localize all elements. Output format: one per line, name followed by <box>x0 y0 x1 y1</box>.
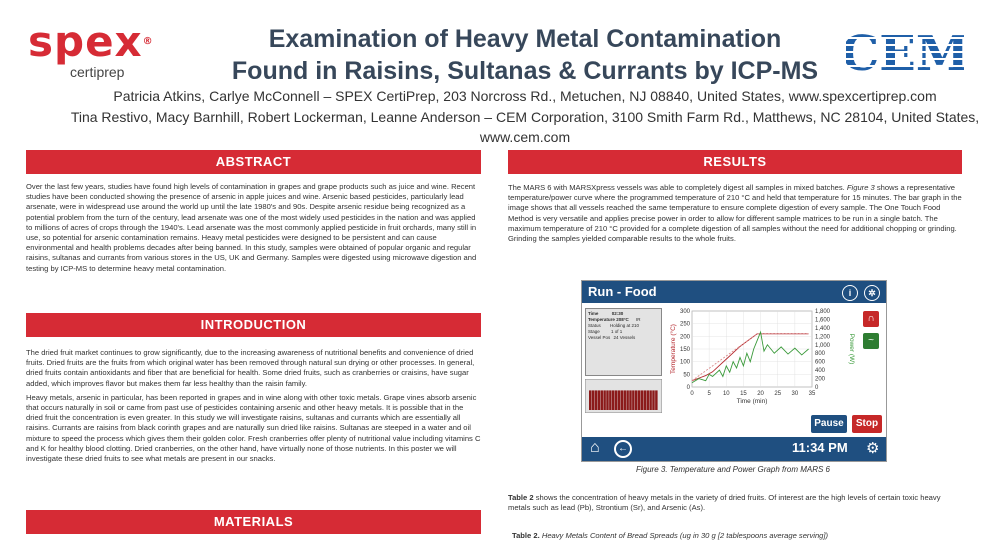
vessel-bar <box>638 390 640 410</box>
y2-tick-label: 1,200 <box>815 334 831 341</box>
vessel-bar <box>652 390 654 410</box>
y2-tick-label: 600 <box>815 359 826 366</box>
back-icon[interactable]: ← <box>614 440 632 458</box>
y-tick-label: 200 <box>679 334 690 341</box>
introduction-heading: INTRODUCTION <box>26 313 481 337</box>
run-status-panel <box>585 308 662 376</box>
y-tick-label: 50 <box>683 372 690 379</box>
table2-text: shows the concentration of heavy metals in the variety of dried fruits. Of interest are the high levels of certain toxic heavy metals such as lead (Pb), Strontium (Sr), and Arsenic (As). <box>508 493 941 513</box>
x-tick-label: 25 <box>774 391 782 397</box>
y2-tick-label: 1,400 <box>815 325 831 332</box>
introduction-text <box>26 348 481 468</box>
vessel-bar <box>618 390 620 410</box>
y-axis-label: Temperature (°C) <box>670 324 677 374</box>
info-icon[interactable]: i <box>842 285 858 301</box>
x-tick-label: 35 <box>808 391 816 397</box>
screen-footer <box>582 437 886 461</box>
y2-tick-label: 1,000 <box>815 342 831 349</box>
vessel-value: 24 Vessels <box>613 335 636 340</box>
vessel-bar <box>601 390 603 410</box>
vessel-bar <box>644 390 646 410</box>
vessel-bar <box>592 390 594 410</box>
y2-tick-label: 200 <box>815 376 826 383</box>
stop-button[interactable]: Stop <box>852 415 882 433</box>
table2-ref: Table 2 <box>508 493 534 502</box>
spex-logo-subtitle: certiprep <box>70 64 125 80</box>
temp-label: Temperature <box>588 317 615 322</box>
vessel-bar <box>606 390 608 410</box>
vessel-bar <box>649 390 651 410</box>
gear-icon[interactable]: ⚙ <box>866 440 880 457</box>
table2-description <box>508 493 962 513</box>
vessel-bar <box>595 390 597 410</box>
figure-3-caption <box>581 465 885 474</box>
cem-logo <box>846 26 964 78</box>
y2-tick-label: 1,600 <box>815 317 831 324</box>
introduction-paragraph-2: Heavy metals, arsenic in particular, has been reported in grapes and in wine along with other toxic metals. Grape vines absorb arsenic that occurs naturally in soil or came from past use of pesticides containing arsenic and other heavy metals. It is possible that in the dried fruit the concentration is even greater. In this study we will investigate raisins, sultanas and currants which are essentially all raisins. Currants are raisins from black corinth grapes and are naturally sun dried like raisins. Sultanas are steeped in a water and oil mixture to speed the process which gives them their golden color. Fresh cranberries offer plenty of nutritional value including vitamins C and K for healthy blood clotting. Dried cranberries, on the other hand, have virtually none of those nutrients. In this poster we will investigate these dried fruits to see what metals are present in our snacks. <box>26 392 481 464</box>
abstract-text: Over the last few years, studies have found high levels of contamination in grapes and grape products such as juice and wine. Recent studies have been conducted showing the presence of arsenic in apple juices and wine. Arsenic based pesticides, particularly lead arsenate, were in widespread use around the world up until the late 1980's and 90s. Despite arsenic residue being recognized as a potential problem from the turn of the century, lead arsenate was one of the most widely used pesticides in the nation and was applied to millions of acres of crops through the 1940's. Lead arsenate was the most commonly applied pesticide in fruit orchards, many still in use, so potential for arsenic contamination remains. Heavy metal pesticides were designed to be persistent and can cause environmental and health problems decades after being banned. In this study, samples were obtained of popular organic and regular raisins, sultanas and currants from various stores in the US, UK and Germany. Samples were digested using microwave digestion and testing by ICP-MS to determine heavy metal contamination. <box>26 182 477 273</box>
time-label: Time <box>588 311 599 316</box>
vessel-bar <box>609 390 611 410</box>
vessel-bar <box>626 390 628 410</box>
time-value: 02:30 <box>611 311 624 316</box>
results-text <box>508 183 962 244</box>
table2-caption-text: Heavy Metals Content of Bread Spreads (ug in 30 g [2 tablespoons average serving]) <box>539 531 829 540</box>
vessel-bar <box>635 390 637 410</box>
spex-logo-text: spex <box>28 17 143 66</box>
vessel-bar <box>624 390 626 410</box>
abstract-heading: ABSTRACT <box>26 150 481 174</box>
y-tick-label: 250 <box>679 321 690 328</box>
poster-title-line1: Examination of Heavy Metal Contamination <box>268 25 782 53</box>
figure-3-caption-text: Figure 3. Temperature and Power Graph from MARS 6 <box>635 465 830 474</box>
vessel-label: Vessel Pos <box>588 335 611 340</box>
x-axis-label: Time (min) <box>736 398 768 405</box>
vessel-bar <box>655 390 657 410</box>
vessel-bar <box>615 390 617 410</box>
vessel-bar <box>598 390 600 410</box>
y-tick-label: 0 <box>686 385 690 391</box>
x-tick-label: 5 <box>707 391 711 397</box>
introduction-paragraph-1: The dried fruit market continues to grow significantly, due to the increasing awareness of nutritional benefits and convenience of dried fruits. Dried fruits are the fruits from which original water has been removed through natural sun drying or other processes. In general, dried fruits contain antioxidants and fiber that are beneficial for health. Some dried fruits, such as cranberries or craisins, have sugar added, which improves flavor but makes them far less healthy than the raisin family. <box>26 348 475 388</box>
stage-label: Stage <box>588 329 600 334</box>
authors-line2: Tina Restivo, Macy Barnhill, Robert Lockerman, Leanne Anderson – CEM Corporation, 3100 Smith Farm Rd., Matthews, NC 28104, United States, www.cem.com <box>70 109 980 145</box>
table2-caption-label: Table 2. <box>512 531 540 540</box>
vessel-bar <box>621 390 623 410</box>
spex-logo: spex® certiprep <box>28 17 154 80</box>
screen-header <box>582 281 886 303</box>
results-heading: RESULTS <box>508 150 962 174</box>
thermometer-button[interactable]: ∩ <box>863 311 879 327</box>
home-icon[interactable]: ⌂ <box>590 439 600 456</box>
x-tick-label: 0 <box>690 391 694 397</box>
results-text-b: shows a representative temperature/power curve where the programmed temperature of 210 °C and held that temperature for 15 minutes. The bar graph in the image shows that all vessels reached the same temperature to ensure complete digestion of every sample. The One Touch Food Method is very versatile and applies precise power in order to allow for different sample matrices to be run in a single batch. The maximum temperature of 210 °C provided for a complete digestion of all samples without the need for additional chopping or grinding. Grinding the samples yielded comparable results to the whole fruits. <box>508 183 962 244</box>
vessel-bar <box>629 390 631 410</box>
vessel-bar <box>589 390 591 410</box>
temp-unit: IR <box>636 317 641 322</box>
y2-axis-label: Power (W) <box>848 333 855 365</box>
results-text-a: The MARS 6 with MARSXpress vessels was able to completely digest all samples in mixed batches. <box>508 183 847 192</box>
x-tick-label: 20 <box>757 391 764 397</box>
authors-line1: Patricia Atkins, Carlye McConnell – SPEX CertiPrep, 203 Norcross Rd., Metuchen, NJ 08840, United States, www.spexcertiprep.com <box>113 88 937 104</box>
y2-tick-label: 0 <box>815 385 819 391</box>
table2-caption <box>512 531 966 541</box>
vessel-bar <box>612 390 614 410</box>
power-trace-button[interactable]: ~ <box>863 333 879 349</box>
settings-icon[interactable]: ✲ <box>864 285 880 301</box>
vessel-bar <box>603 390 605 410</box>
y-tick-label: 100 <box>679 359 690 366</box>
pause-button[interactable]: Pause <box>811 415 847 433</box>
temperature-power-chart <box>668 305 858 413</box>
poster-title-line2: Found in Raisins, Sultanas & Currants by ICP-MS <box>231 57 819 85</box>
y2-tick-label: 1,800 <box>815 309 831 315</box>
vessel-bar <box>647 390 649 410</box>
x-tick-label: 15 <box>740 391 747 397</box>
y-tick-label: 300 <box>679 309 690 315</box>
y-tick-label: 150 <box>679 347 690 353</box>
temp-value: 208°C <box>616 317 629 322</box>
y2-tick-label: 800 <box>815 351 826 358</box>
vessel-bar <box>641 390 643 410</box>
vessel-temperature-bars <box>585 379 662 413</box>
stage-value: 1 of 1 <box>611 329 623 334</box>
screen-title: Run - Food <box>588 284 657 299</box>
clock-display: 11:34 PM <box>792 440 848 455</box>
status-label: Status <box>588 323 601 328</box>
x-tick-label: 30 <box>791 391 799 397</box>
mars6-screen <box>581 280 887 462</box>
vessel-bar <box>632 390 634 410</box>
status-value: Holding at 210 <box>610 323 640 328</box>
y2-tick-label: 400 <box>815 368 826 375</box>
x-tick-label: 10 <box>722 391 730 397</box>
results-figure-ref: Figure 3 <box>846 183 875 192</box>
materials-heading: MATERIALS <box>26 510 481 534</box>
